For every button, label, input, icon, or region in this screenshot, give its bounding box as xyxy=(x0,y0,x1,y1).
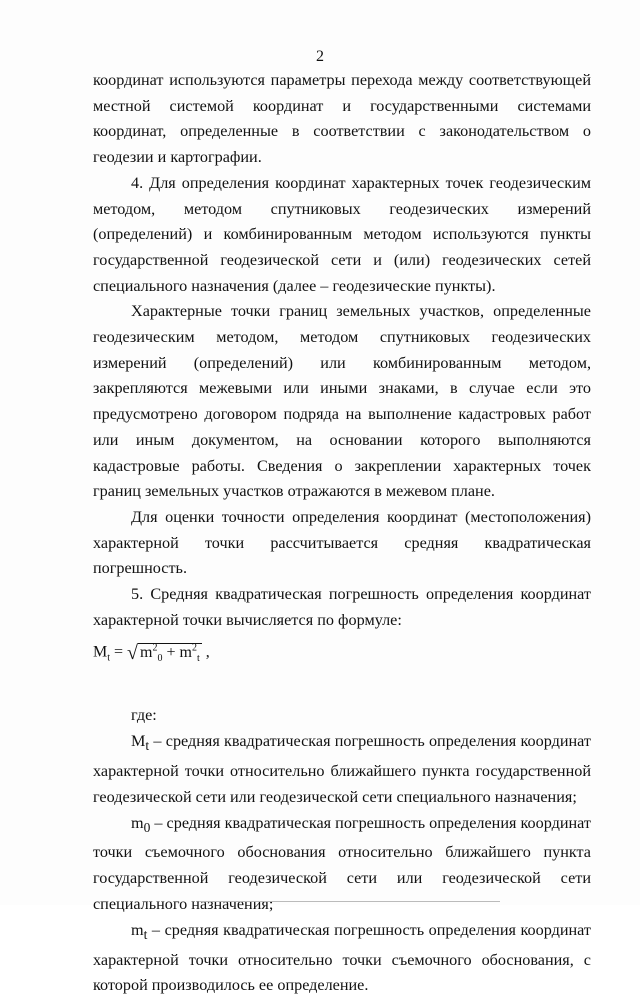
symbol-m0: m xyxy=(131,813,144,832)
formula-lhs-subscript: t xyxy=(107,652,111,664)
formula xyxy=(93,633,591,663)
symbol-mt: M xyxy=(131,732,146,751)
formula-trailing-comma: , xyxy=(205,643,210,661)
symbol-m1-subscript: t xyxy=(143,926,148,942)
formula-lhs: M xyxy=(93,643,108,661)
paragraph-boundary-points: Характерные точки границ земельных участков, определенные геодезическим методом, методом спутниковых геодезических измерений (определений) или комбинированным методом, закрепляются межевыми или иными знаками, в случае если это предусмотрено договором подряда на выполнение кадастровых работ или иным документом, на основании которого выполняются кадастровые работы. Сведения о закреплении характерных точек границ земельных участков отражаются в межевом плане. xyxy=(93,302,591,501)
formula-square-root xyxy=(127,633,202,674)
formula-radicand xyxy=(138,642,202,664)
paragraph-item-4: 4. Для определения координат характерных точек геодезическим методом, методом спутниковых геодезических измерений (определений) и комбинированным методом используются пункты государственной геодезической сети и (или) геодезических сетей специального назначения (далее – геодезические пункты). xyxy=(93,173,591,295)
formula-term1-power: 2 xyxy=(152,642,158,654)
formula-term2-subscript: t xyxy=(196,652,200,664)
definition-m1-text: – средняя квадратическая погрешность определения координат характерной точки относительно точки съемочного обоснования, с которой производилось ее определение. xyxy=(93,920,592,995)
paragraph-accuracy: Для оценки точности определения координат (местоположения) характерной точки рассчитывается средняя квадратическая погрешность. xyxy=(93,507,591,578)
definition-m1 xyxy=(93,918,591,999)
formula-equals: = xyxy=(114,643,124,661)
definition-mt xyxy=(93,729,591,810)
where-label: где: xyxy=(131,706,157,725)
radical-sign-icon: √ xyxy=(127,641,139,664)
paragraph-item-5: 5. Средняя квадратическая погрешность определения координат характерной точки вычисляется по формуле: xyxy=(93,585,591,629)
definition-mt-text: – средняя квадратическая погрешность определения координат характерной точки относительно ближайшего пункта государственной геодезической сети или геодезической сети специального назначения; xyxy=(93,732,591,806)
symbol-m1: m xyxy=(131,920,144,939)
formula-term2: m xyxy=(179,643,192,661)
definition-m0-text: – средняя квадратическая погрешность определения координат точки съемочного обоснования относительно ближайшего пункта государственной геодезической сети или геодезической сети специального назначения; xyxy=(93,813,592,913)
formula-term1: m xyxy=(140,643,153,661)
formula-term2-power: 2 xyxy=(191,642,197,654)
symbol-m0-subscript: 0 xyxy=(143,819,151,835)
paragraph-continuation: координат используются параметры перехода между соответствующей местной системой координат и государственными системами координат, определенные в соответствии с законодательством о геодезии и картографии. xyxy=(93,71,591,167)
scan-bottom-edge xyxy=(200,901,500,902)
page-number: 2 xyxy=(316,48,324,65)
body-text xyxy=(93,68,591,999)
formula-term1-subscript: 0 xyxy=(157,652,163,664)
symbol-mt-subscript: t xyxy=(145,738,150,754)
formula-plus: + xyxy=(166,643,176,661)
